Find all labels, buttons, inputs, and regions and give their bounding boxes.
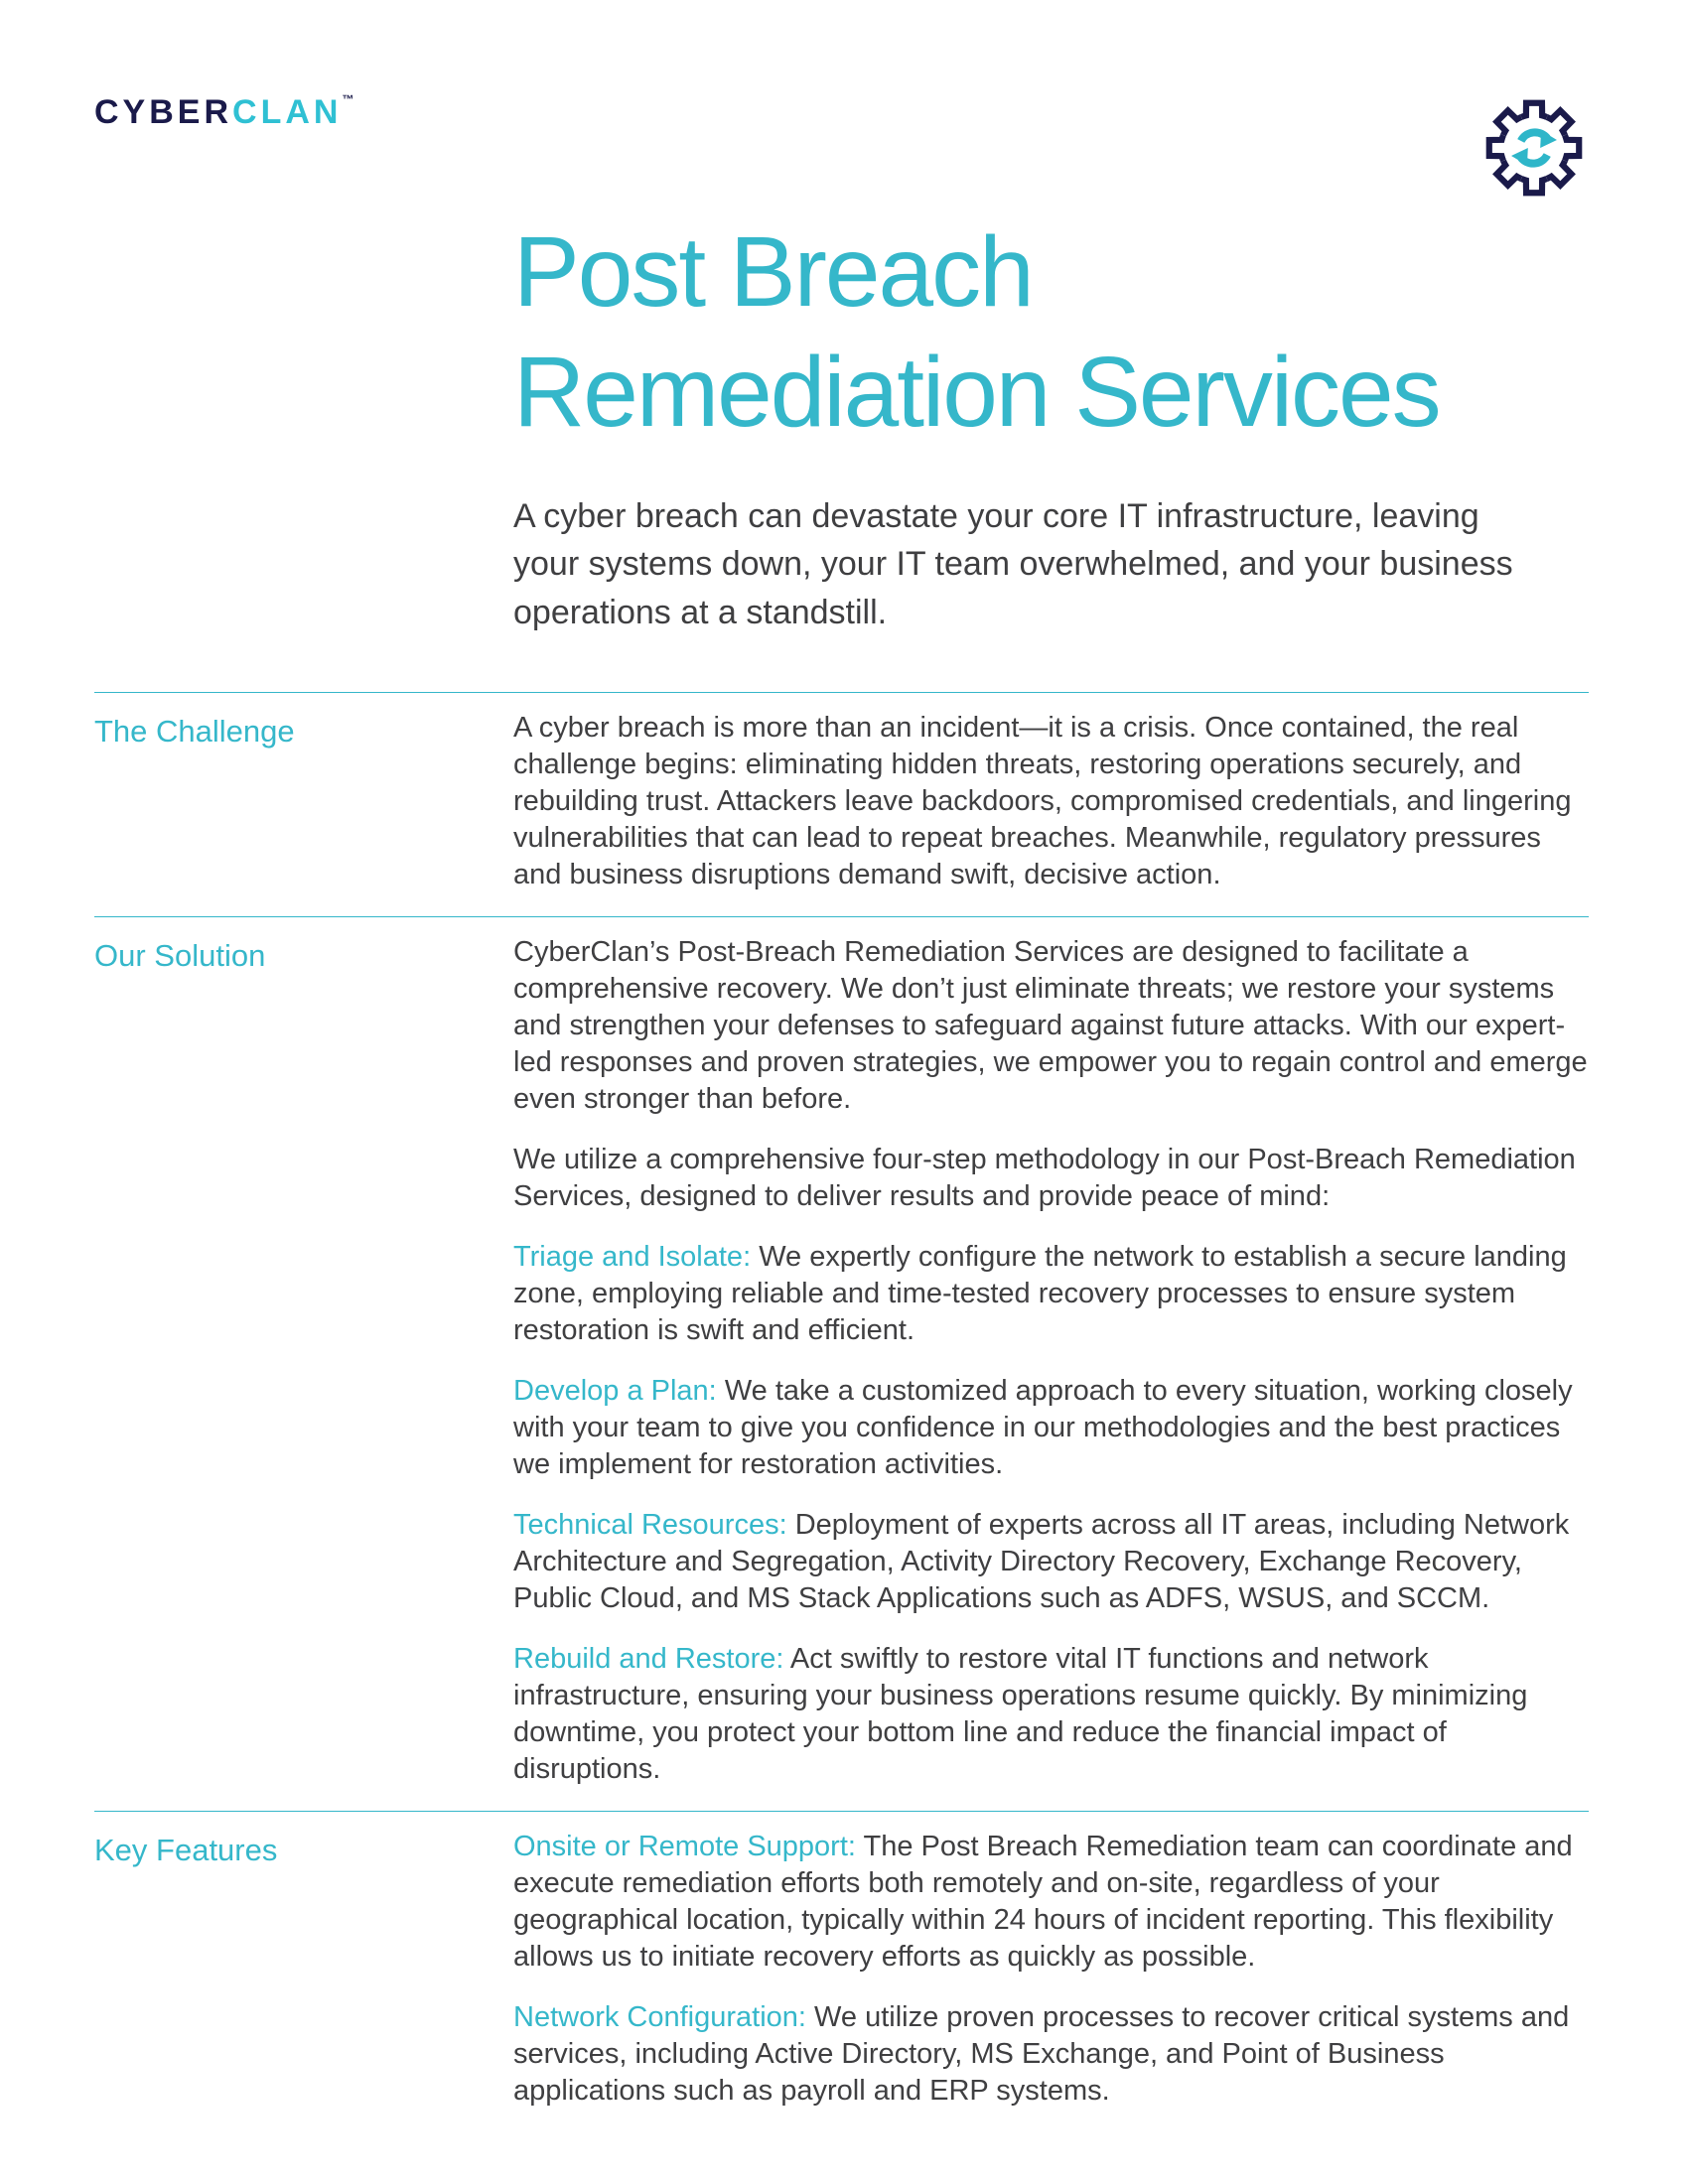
section-the-challenge: [94, 692, 1589, 916]
paragraph-lead: Technical Resources:: [513, 1508, 787, 1541]
paragraph-text: Deployment of experts across all IT areas, including Network Architecture and Segregation, Activity Directory Recovery, Exchange Recovery, Public Cloud, and MS Stack Applications such as ADFS, WSUS, and SCCM.: [513, 1508, 1570, 1614]
logo-trademark: ™: [342, 92, 354, 106]
paragraph-lead: Rebuild and Restore:: [513, 1642, 784, 1675]
header: [94, 83, 1589, 201]
paragraph-text: We utilize a comprehensive four-step methodology in our Post-Breach Remediation Services, designed to deliver results and provide peace of mind:: [513, 1143, 1576, 1212]
spacer: [94, 636, 1589, 692]
page-title-line1: Post Breach: [513, 216, 1033, 328]
paragraph: [513, 934, 1589, 1118]
logo-text-clan: CLAN: [232, 93, 343, 131]
paragraph-text: A cyber breach is more than an incident—it is a crisis. Once contained, the real challenge begins: eliminating hidden threats, restoring operations securely, and rebuilding trust. Attackers leave backdoors, compromised credentials, and lingering vulnerabilities that can lead to repeat breaches. Meanwhile, regulatory pressures and business disruptions demand swift, decisive action.: [513, 711, 1572, 890]
section-body-key-features: [513, 1829, 1589, 2110]
paragraph-lead: Develop a Plan:: [513, 1374, 717, 1407]
title-block: [513, 212, 1589, 636]
paragraph-text: The Post Breach Remediation team can coordinate and execute remediation efforts both remotely and on-site, regardless of your geographical location, typically within 24 hours of incident reporting. This flexibility allows us to initiate recovery efforts as quickly as possible.: [513, 1830, 1573, 1973]
paragraph-rebuild-and-restore: [513, 1641, 1589, 1788]
section-label-the-challenge: The Challenge: [94, 713, 295, 749]
cyberclan-logo: [94, 83, 353, 129]
paragraph-technical-resources: [513, 1507, 1589, 1617]
gear-refresh-icon: [1481, 95, 1587, 201]
paragraph-onsite-or-remote-support: [513, 1829, 1589, 1976]
paragraph-text: We take a customized approach to every situation, working closely with your team to give you confidence in our methodologies and the best practices we implement for restoration activities.: [513, 1374, 1573, 1480]
section-label-our-solution: Our Solution: [94, 937, 266, 973]
paragraph-text: We utilize proven processes to recover critical systems and services, including Active Directory, MS Exchange, and Point of Business applications such as payroll and ERP systems.: [513, 2000, 1570, 2107]
section-body-our-solution: [513, 934, 1589, 1788]
intro-paragraph: A cyber breach can devastate your core IT infrastructure, leaving your systems down, your IT team overwhelmed, and your business operations at a standstill.: [513, 497, 1513, 631]
paragraph-triage-and-isolate: [513, 1239, 1589, 1349]
page-title-line2: Remediation Services: [513, 337, 1440, 448]
paragraph: [513, 1142, 1589, 1215]
paragraph-lead: Triage and Isolate:: [513, 1240, 752, 1273]
logo-text-cyber: CYBER: [94, 93, 233, 131]
section-our-solution: [94, 916, 1589, 1811]
paragraph-lead: Onsite or Remote Support:: [513, 1830, 856, 1862]
paragraph-text: Act swiftly to restore vital IT functions and network infrastructure, ensuring your business operations resume quickly. By minimizing downtime, you protect your bottom line and reduce the financial impact of disruptions.: [513, 1642, 1528, 1785]
section-label-key-features: Key Features: [94, 1832, 278, 1867]
paragraph-develop-a-plan: [513, 1373, 1589, 1483]
paragraph-text: CyberClan’s Post-Breach Remediation Services are designed to facilitate a comprehensive recovery. We don’t just eliminate threats; we restore your systems and strengthen your defenses to safeguard against future attacks. With our expert-led responses and proven strategies, we empower you to regain control and emerge even stronger than before.: [513, 935, 1588, 1115]
paragraph-text: We expertly configure the network to establish a secure landing zone, employing reliable and time-tested recovery processes to ensure system restoration is swift and efficient.: [513, 1240, 1567, 1346]
section-key-features: [94, 1811, 1589, 2132]
paragraph: [513, 710, 1589, 893]
paragraph-network-configuration: [513, 1999, 1589, 2110]
page-title: [513, 212, 1589, 453]
section-body-the-challenge: [513, 710, 1589, 893]
paragraph-lead: Network Configuration:: [513, 2000, 806, 2033]
